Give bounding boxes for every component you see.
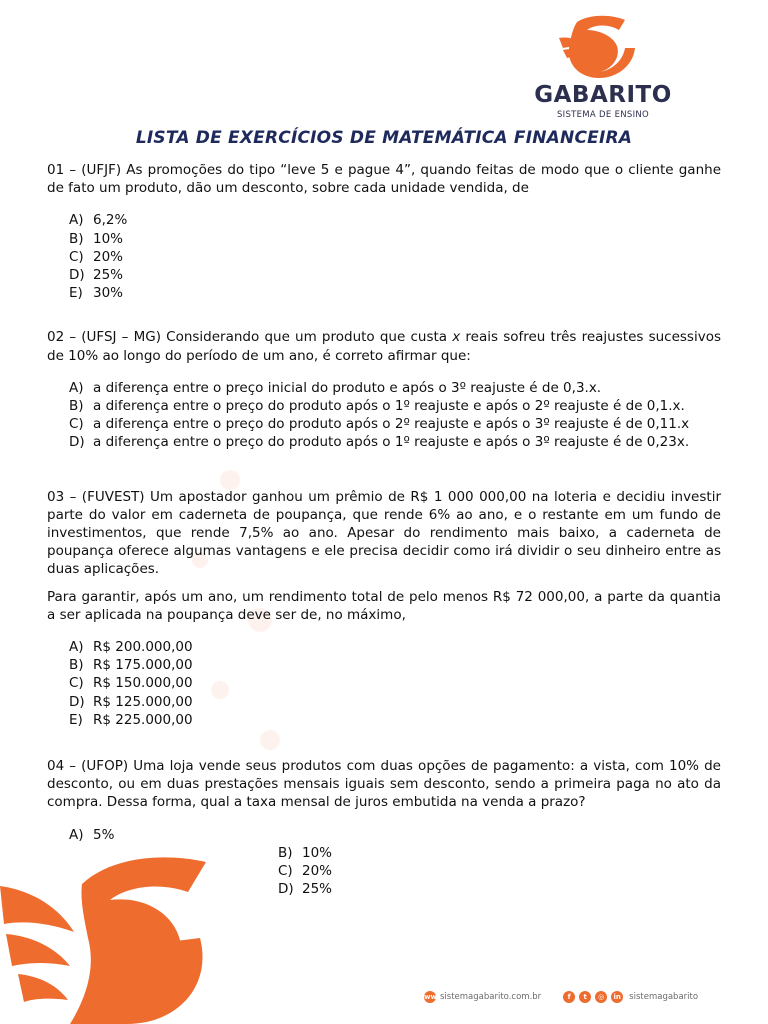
gabarito-logo-icon	[555, 14, 651, 80]
option-item: A) a diferença entre o preço inicial do produto e após o 3º reajuste é de 0,3.x.	[69, 379, 602, 396]
option-item: A) 6,2%	[69, 212, 128, 229]
question-02-text: 02 – (UFSJ – MG) Considerando que um produto que custa x reais sofreu três reajustes sucessivos de 10% ao longo do período de um ano, é correto afirmar que:	[47, 329, 721, 364]
page-footer	[424, 991, 698, 1003]
brand-name: GABARITO	[534, 82, 672, 108]
option-item: D) 25%	[278, 881, 333, 898]
question-01-options	[47, 211, 721, 302]
question-02-options	[47, 379, 721, 452]
option-item: B) 10%	[69, 230, 124, 247]
exercise-list	[47, 161, 721, 899]
question-01-text: 01 – (UFJF) As promoções do tipo “leve 5 e pague 4”, quando feitas de modo que o cliente ganhe de fato um produto, dão um desconto, sobre cada unidade vendida, de	[47, 162, 721, 197]
social-icons	[563, 991, 623, 1003]
question-04-text: 04 – (UFOP) Uma loja vende seus produtos com duas opções de pagamento: a vista, com 10% de desconto, ou em duas prestações mensais iguais sem desconto, sendo a primeira paga no ato da compra. Dessa forma, qual a taxa mensal de juros embutida na venda a prazo?	[47, 758, 721, 811]
option-item: B) a diferença entre o preço do produto após o 1º reajuste e após o 2º reajuste é de 0,1.x.	[69, 398, 685, 415]
option-item: E) R$ 225.000,00	[69, 711, 193, 728]
option-item: A) R$ 200.000,00	[69, 639, 193, 656]
question-03-text: 03 – (FUVEST) Um apostador ganhou um prêmio de R$ 1 000 000,00 na loteria e decidiu investir parte do valor em caderneta de poupança, que rende 6% ao ano, e o restante em um fundo de investimentos, que rende 7,5% ao ano. Apesar do rendimento mais baixo, a caderneta de poupança oferece algumas vantagens e ele precisa decidir como irá dividir o seu dinheiro entre as duas aplicações.	[47, 488, 721, 578]
option-item: C) 20%	[69, 248, 124, 265]
option-item: D) a diferença entre o preço do produto após o 1º reajuste e após o 3º reajuste é de 0,23x.	[69, 434, 690, 451]
option-item: E) 30%	[69, 285, 124, 302]
variable-x: x	[452, 329, 461, 346]
gabarito-logo	[528, 14, 678, 120]
brand-swoosh-icon	[0, 848, 230, 1024]
option-item: A) 5%	[69, 826, 115, 843]
instagram-icon[interactable]: ◎	[595, 991, 607, 1003]
globe-icon: www	[424, 993, 444, 1001]
brand-tagline: SISTEMA DE ENSINO	[556, 110, 650, 120]
option-item: D) 25%	[69, 267, 124, 284]
question-03-options	[47, 638, 721, 729]
option-item: C) R$ 150.000,00	[69, 675, 193, 692]
question-03-text-continued: Para garantir, após um ano, um rendimento total de pelo menos R$ 72 000,00, a parte da quantia a ser aplicada na poupança deve ser de, no máximo,	[47, 588, 721, 623]
option-item: B) R$ 175.000,00	[69, 657, 193, 674]
option-item: D) R$ 125.000,00	[69, 693, 193, 710]
footer-handle: sistemagabarito	[629, 992, 699, 1002]
facebook-icon[interactable]: f	[563, 991, 575, 1003]
footer-website[interactable]: sistemagabarito.com.br	[440, 992, 542, 1002]
option-item: C) a diferença entre o preço do produto após o 2º reajuste e após o 3º reajuste é de 0,11.x	[69, 416, 690, 433]
option-item: B) 10%	[278, 844, 333, 861]
option-item: C) 20%	[278, 863, 333, 880]
page-title: LISTA DE EXERCÍCIOS DE MATEMÁTICA FINANCEIRA	[135, 128, 633, 148]
linkedin-icon[interactable]: in	[611, 991, 623, 1003]
twitter-icon[interactable]: t	[579, 991, 591, 1003]
